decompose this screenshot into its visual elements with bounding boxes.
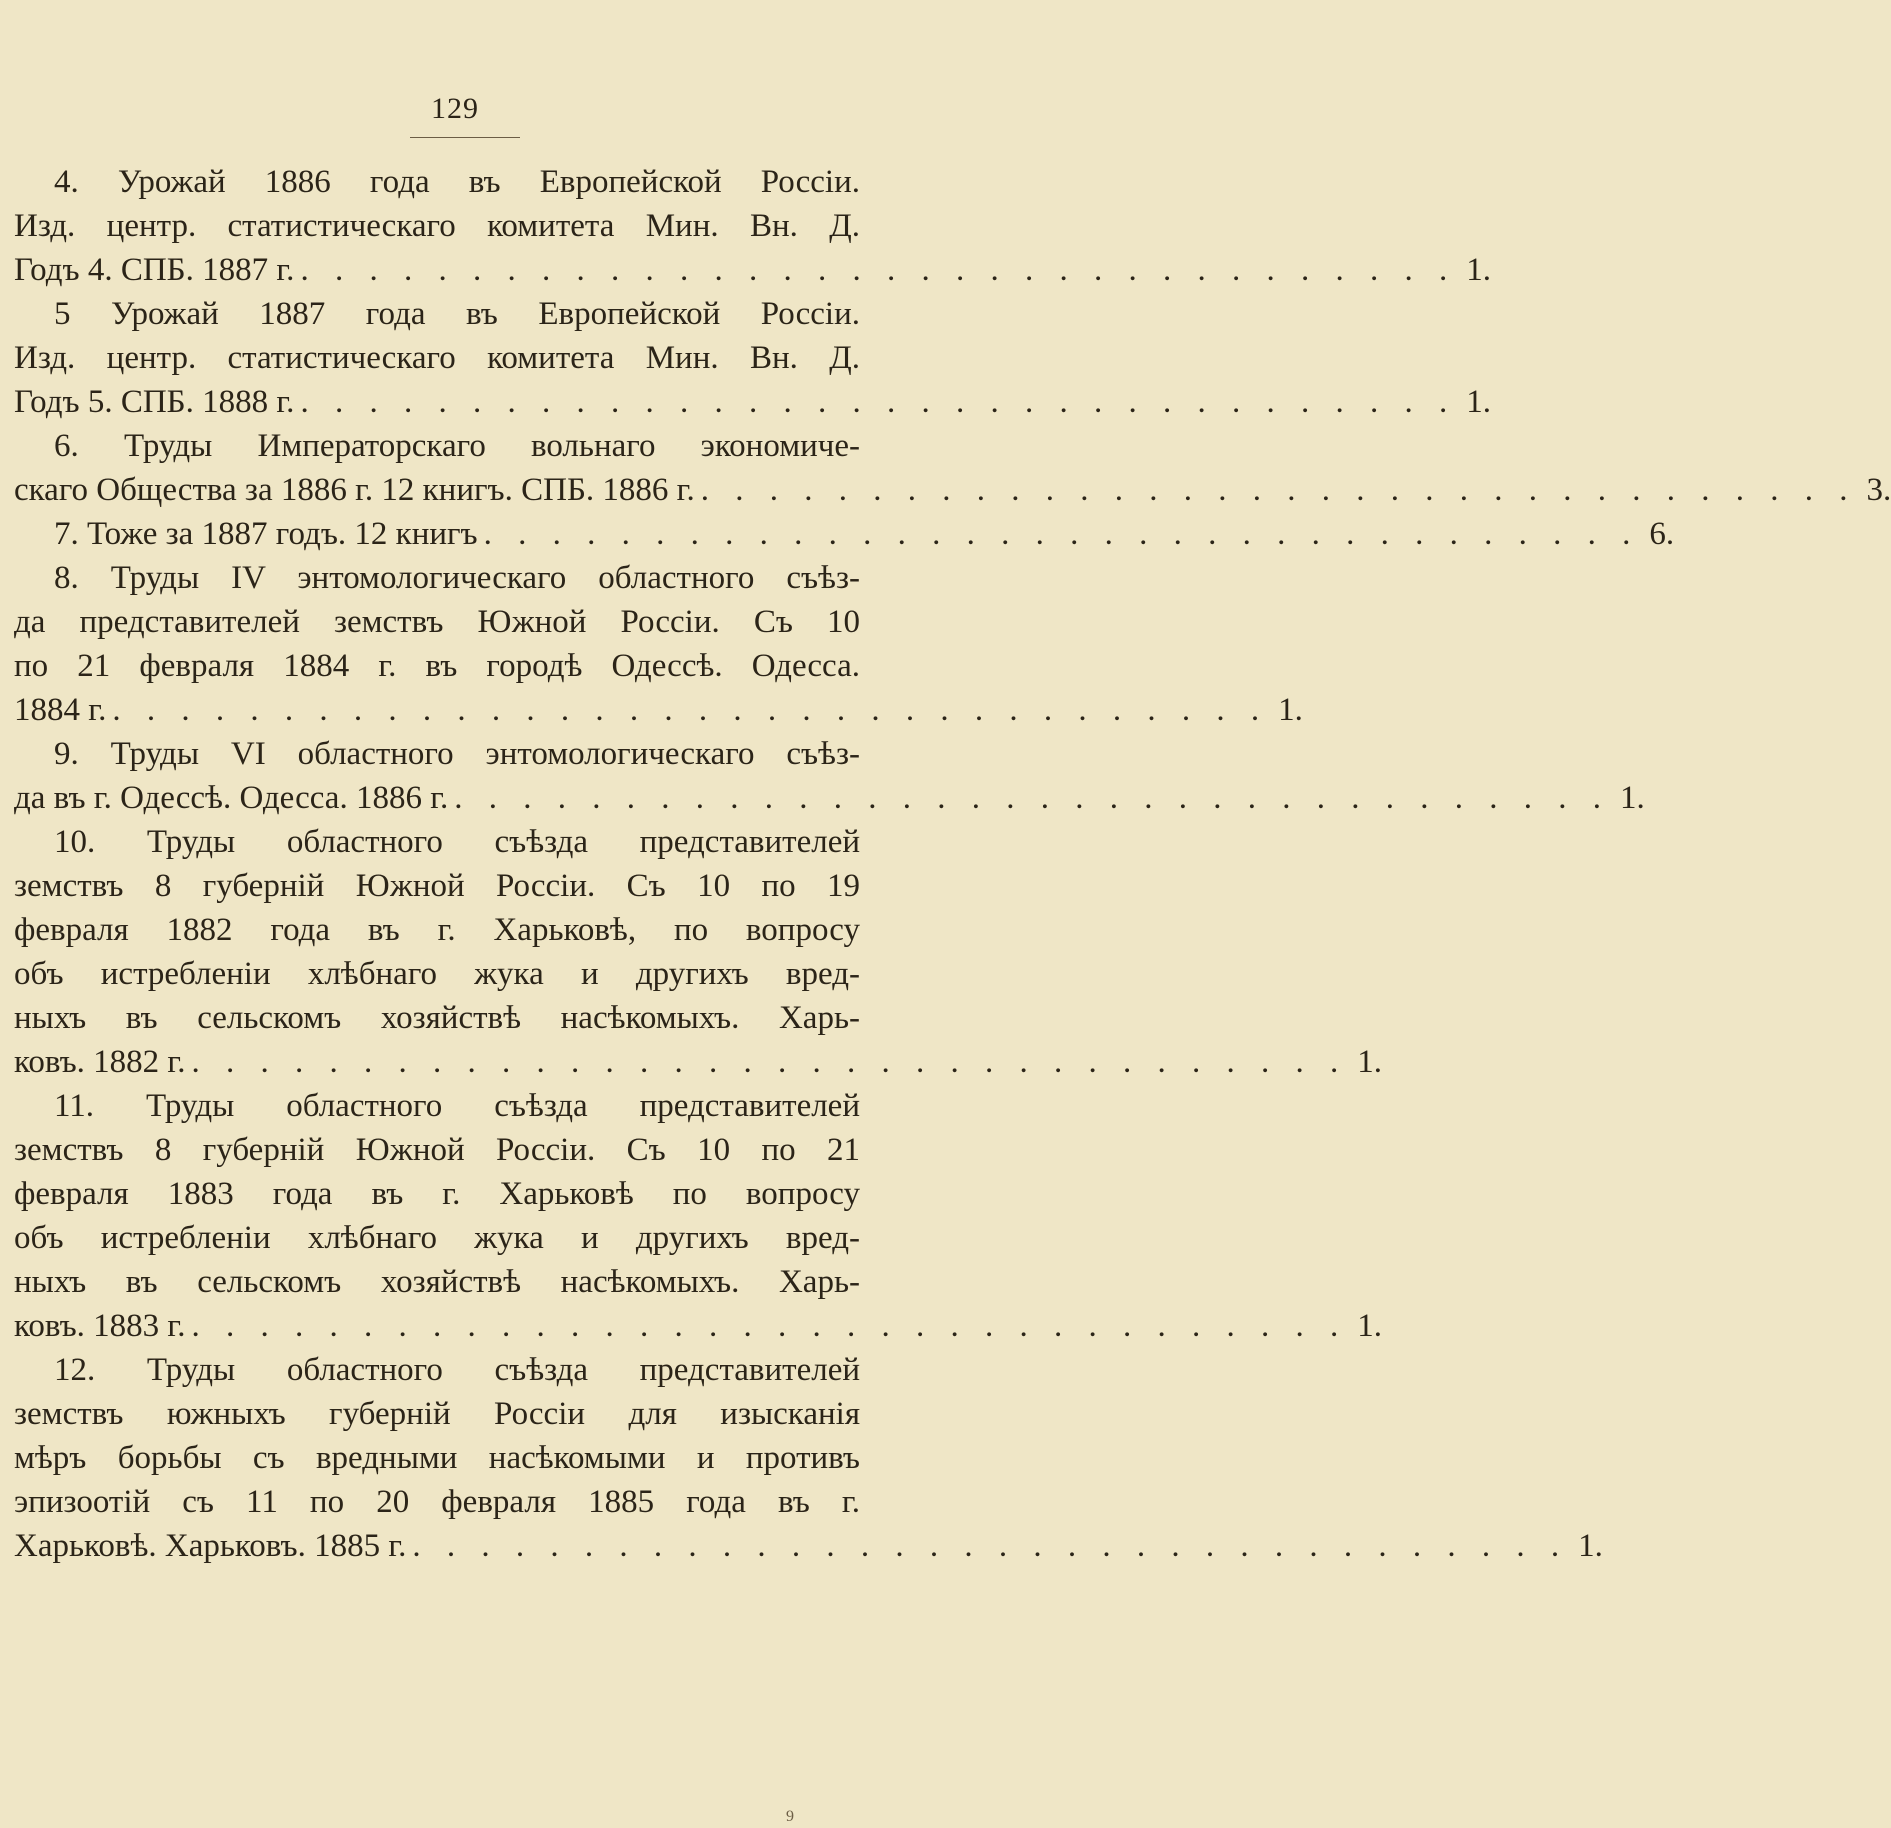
entry-line: 8. Труды IV энтомологическаго областного съѣз-: [54, 560, 860, 596]
volume-count: 1.: [1357, 1044, 1382, 1080]
volume-count: 1.: [1278, 692, 1303, 728]
list-item: [14, 1348, 1603, 1568]
entry-text: да въ г. Одессѣ. Одесса. 1886 г.: [14, 780, 449, 816]
volume-count: 1.: [1357, 1308, 1382, 1344]
entry-line: да представителей земствъ Южной Россіи. Съ 10: [14, 604, 860, 640]
entry-line: Изд. центр. статистическаго комитета Мин. Вн. Д.: [14, 208, 860, 244]
entry-line: [14, 1040, 1382, 1084]
leader-dots: . . . . . . . . . . . . . . . . . . . . . . . . . . . . . . . . . .: [112, 692, 1269, 728]
entry-line: мѣръ борьбы съ вредными насѣкомыми и противъ: [14, 1440, 860, 1476]
entry-text: Годъ 4. СПБ. 1887 г.: [14, 252, 295, 288]
list-item: [14, 424, 1891, 512]
entry-text: Годъ 5. СПБ. 1888 г.: [14, 384, 295, 420]
entry-line: февраля 1883 года въ г. Харьковѣ по вопросу: [14, 1176, 860, 1212]
entry-text: Харьковѣ. Харьковъ. 1885 г.: [14, 1528, 407, 1564]
entry-line: объ истребленіи хлѣбнаго жука и другихъ вред-: [14, 1220, 860, 1256]
entry-text: ковъ. 1882 г.: [14, 1044, 186, 1080]
entry-text: ковъ. 1883 г.: [14, 1308, 186, 1344]
entry-line: [14, 1304, 1382, 1348]
leader-dots: . . . . . . . . . . . . . . . . . . . . . . . . . . . . . . . . . .: [483, 516, 1640, 552]
entry-line: 5 Урожай 1887 года въ Европейской Россіи.: [54, 296, 860, 332]
list-item: [14, 732, 1645, 820]
list-item: [14, 512, 1675, 556]
list-item: [14, 556, 1303, 732]
entry-line: земствъ 8 губерній Южной Россіи. Съ 10 по 19: [14, 868, 860, 904]
page-number: 129: [431, 92, 479, 125]
entry-line: 12. Труды областного съѣзда представителей: [54, 1352, 860, 1388]
entry-line: [14, 512, 1675, 556]
entry-line: [14, 776, 1645, 820]
leader-dots: . . . . . . . . . . . . . . . . . . . . . . . . . . . . . . . . . .: [191, 1308, 1348, 1344]
entry-line: февраля 1882 года въ г. Харьковѣ, по вопросу: [14, 912, 860, 948]
volume-count: 1.: [1466, 384, 1491, 420]
list-item: [14, 820, 1382, 1084]
entry-line: по 21 февраля 1884 г. въ городѣ Одессѣ. Одесса.: [14, 648, 860, 684]
entry-line: ныхъ въ сельскомъ хозяйствѣ насѣкомыхъ. Харь-: [14, 1000, 860, 1036]
entry-line: [14, 1524, 1603, 1568]
header-rule: [410, 137, 520, 138]
volume-count: 1.: [1466, 252, 1491, 288]
entry-line: 10. Труды областного съѣзда представителей: [54, 824, 860, 860]
entry-line: [14, 688, 1303, 732]
entry-line: [14, 468, 1891, 512]
entry-text: скаго Общества за 1886 г. 12 книгъ. СПБ. 1886 г.: [14, 472, 695, 508]
leader-dots: . . . . . . . . . . . . . . . . . . . . . . . . . . . . . . . . . .: [300, 384, 1457, 420]
volume-count: 1.: [1578, 1528, 1603, 1564]
entry-line: эпизоотій съ 11 по 20 февраля 1885 года въ г.: [14, 1484, 860, 1520]
entry-line: ныхъ въ сельскомъ хозяйствѣ насѣкомыхъ. Харь-: [14, 1264, 860, 1300]
entry-line: 9. Труды VI областного энтомологическаго съѣз-: [54, 736, 860, 772]
entry-text: 1884 г.: [14, 692, 107, 728]
entry-line: [14, 380, 1491, 424]
list-item: [14, 160, 1491, 292]
entry-line: Изд. центр. статистическаго комитета Мин. Вн. Д.: [14, 340, 860, 376]
leader-dots: . . . . . . . . . . . . . . . . . . . . . . . . . . . . . . . . . .: [191, 1044, 1348, 1080]
entry-line: 6. Труды Императорскаго вольнаго экономиче-: [54, 428, 860, 464]
list-item: [14, 292, 1491, 424]
bibliography-list: [14, 160, 1891, 1568]
leader-dots: . . . . . . . . . . . . . . . . . . . . . . . . . . . . . . . . . .: [300, 252, 1457, 288]
volume-count: 6.: [1649, 516, 1675, 552]
leader-dots: . . . . . . . . . . . . . . . . . . . . . . . . . . . . . . . . . .: [454, 780, 1611, 816]
entry-line: земствъ 8 губерній Южной Россіи. Съ 10 по 21: [14, 1132, 860, 1168]
entry-line: [14, 248, 1491, 292]
entry-line: земствъ южныхъ губерній Россіи для изысканія: [14, 1396, 860, 1432]
entry-line: 11. Труды областного съѣзда представителей: [54, 1088, 860, 1124]
leader-dots: . . . . . . . . . . . . . . . . . . . . . . . . . . . . . . . . . .: [700, 472, 1857, 508]
volume-count: 3.: [1866, 472, 1891, 508]
entry-line: 4. Урожай 1886 года въ Европейской Россіи.: [54, 164, 860, 200]
volume-count: 1.: [1620, 780, 1645, 816]
leader-dots: . . . . . . . . . . . . . . . . . . . . . . . . . . . . . . . . . .: [412, 1528, 1569, 1564]
signature-mark: 9: [786, 1808, 794, 1825]
entry-line: объ истребленіи хлѣбнаго жука и другихъ вред-: [14, 956, 860, 992]
entry-text: 7. Тоже за 1887 годъ. 12 книгъ: [54, 516, 478, 552]
list-item: [14, 1084, 1382, 1348]
